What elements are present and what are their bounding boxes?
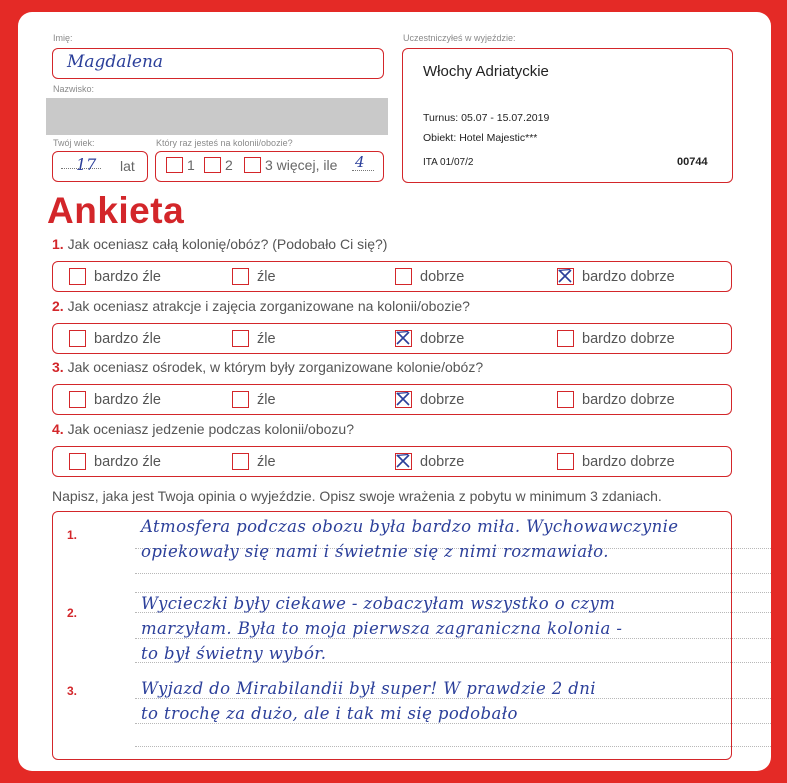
question-number: 2. xyxy=(52,298,64,314)
option-2-1[interactable] xyxy=(69,330,161,347)
option-label: źle xyxy=(257,330,276,347)
surname-label: Nazwisko: xyxy=(53,84,95,94)
question-number: 4. xyxy=(52,421,64,437)
question-text: Jak oceniasz ośrodek, w którym były zorganizowane kolonie/obóz? xyxy=(67,359,484,375)
question-3 xyxy=(52,359,483,375)
option-4-2[interactable] xyxy=(232,453,276,470)
answer-3-line-2: to trochę za dużo, ale i tak mi się podobało xyxy=(141,704,518,723)
name-value: Magdalena xyxy=(67,52,164,72)
answer-row-3 xyxy=(52,384,732,415)
opinion-prompt: Napisz, jaka jest Twoja opinia o wyjeździe. Opisz swoje wrażenia z pobytu w minimum 3 zdaniach. xyxy=(52,488,662,504)
option-label: źle xyxy=(257,391,276,408)
option-2-3[interactable] xyxy=(395,330,464,347)
option-label: dobrze xyxy=(420,268,465,285)
option-1-4[interactable] xyxy=(557,268,675,285)
answer-2-line-3: to był świetny wybór. xyxy=(141,644,327,663)
checkbox-checked[interactable] xyxy=(395,453,412,470)
trip-code: ITA 01/07/2 xyxy=(423,157,474,168)
option-label: bardzo źle xyxy=(94,391,161,408)
check-x-icon xyxy=(396,331,410,345)
trip-label: Uczestniczyłeś w wyjeździe: xyxy=(403,33,516,43)
option-3-1[interactable] xyxy=(69,391,161,408)
question-2 xyxy=(52,298,470,314)
checkbox[interactable] xyxy=(232,453,249,470)
checkbox[interactable] xyxy=(557,391,574,408)
option-label: źle xyxy=(257,268,276,285)
option-4-3[interactable] xyxy=(395,453,464,470)
name-label: Imię: xyxy=(53,33,73,43)
option-3-4[interactable] xyxy=(557,391,675,408)
question-text: Jak oceniasz jedzenie podczas kolonii/obozu? xyxy=(67,421,354,437)
times-option-2[interactable]: 2 xyxy=(204,157,233,173)
times-option-more[interactable]: 3 więcej, ile xyxy=(244,157,337,173)
option-label: dobrze xyxy=(420,453,465,470)
trip-destination: Włochy Adriatyckie xyxy=(423,63,549,80)
option-3-2[interactable] xyxy=(232,391,276,408)
checkbox[interactable] xyxy=(69,268,86,285)
writing-line xyxy=(135,746,771,747)
checkbox[interactable] xyxy=(557,330,574,347)
times-checkbox-1[interactable] xyxy=(166,157,183,173)
option-label: bardzo dobrze xyxy=(582,268,675,285)
option-label: bardzo dobrze xyxy=(582,330,675,347)
option-label: źle xyxy=(257,453,276,470)
option-2-4[interactable] xyxy=(557,330,675,347)
question-4 xyxy=(52,421,354,437)
trip-obiekt: Obiekt: Hotel Majestic*** xyxy=(423,132,538,144)
checkbox[interactable] xyxy=(69,330,86,347)
trip-number: 00744 xyxy=(677,156,708,168)
writing-line xyxy=(135,723,771,724)
option-4-4[interactable] xyxy=(557,453,675,470)
checkbox[interactable] xyxy=(557,453,574,470)
times-option-1[interactable]: 1 xyxy=(166,157,195,173)
option-2-2[interactable] xyxy=(232,330,276,347)
trip-turnus: Turnus: 05.07 - 15.07.2019 xyxy=(423,112,550,124)
trip-info-box xyxy=(402,48,733,183)
checkbox[interactable] xyxy=(395,268,412,285)
answer-row-1 xyxy=(52,261,732,292)
question-number: 1. xyxy=(52,236,64,252)
check-x-icon xyxy=(396,392,410,406)
opinion-box[interactable] xyxy=(52,511,732,760)
writing-line xyxy=(135,573,771,574)
option-label: bardzo źle xyxy=(94,268,161,285)
survey-title: Ankieta xyxy=(47,190,185,231)
question-1 xyxy=(52,236,387,252)
times-checkbox-more[interactable] xyxy=(244,157,261,173)
writing-line xyxy=(135,698,771,699)
surname-redacted-field xyxy=(46,98,388,135)
times-more-value: 4 xyxy=(355,153,365,171)
checkbox[interactable] xyxy=(69,453,86,470)
checkbox[interactable] xyxy=(232,268,249,285)
checkbox-checked[interactable] xyxy=(395,391,412,408)
answer-2-line-2: marzyłam. Była to moja pierwsza zagraniczna kolonia - xyxy=(141,619,623,638)
checkbox-checked[interactable] xyxy=(395,330,412,347)
option-3-3[interactable] xyxy=(395,391,464,408)
check-x-icon xyxy=(396,454,410,468)
answer-3-line-1: Wyjazd do Mirabilandii był super! W prawdzie 2 dni xyxy=(141,679,596,698)
checkbox[interactable] xyxy=(232,330,249,347)
checkbox-checked[interactable] xyxy=(557,268,574,285)
option-label: dobrze xyxy=(420,330,465,347)
name-field[interactable] xyxy=(52,48,384,79)
option-1-1[interactable] xyxy=(69,268,161,285)
option-label: bardzo dobrze xyxy=(582,453,675,470)
check-x-icon xyxy=(558,269,572,283)
times-label: Który raz jesteś na kolonii/obozie? xyxy=(156,138,293,148)
option-1-3[interactable] xyxy=(395,268,464,285)
question-number: 3. xyxy=(52,359,64,375)
writing-line xyxy=(135,592,771,593)
answer-number-3: 3. xyxy=(67,684,78,698)
option-label: dobrze xyxy=(420,391,465,408)
answer-row-2 xyxy=(52,323,732,354)
age-value: 17 xyxy=(76,155,97,174)
times-field xyxy=(155,151,384,182)
answer-row-4 xyxy=(52,446,732,477)
writing-line xyxy=(135,638,771,639)
option-label: bardzo źle xyxy=(94,330,161,347)
option-1-2[interactable] xyxy=(232,268,276,285)
option-label: bardzo źle xyxy=(94,453,161,470)
age-field[interactable] xyxy=(52,151,148,182)
answer-1-line-2: opiekowały się nami i świetnie się z nimi rozmawiało. xyxy=(141,542,609,561)
option-label: bardzo dobrze xyxy=(582,391,675,408)
answer-number-1: 1. xyxy=(67,528,78,542)
age-label: Twój wiek: xyxy=(53,138,95,148)
answer-1-line-1: Atmosfera podczas obozu była bardzo miła. Wychowawczynie xyxy=(141,517,679,536)
option-4-1[interactable] xyxy=(69,453,161,470)
answer-number-2: 2. xyxy=(67,606,78,620)
checkbox[interactable] xyxy=(69,391,86,408)
checkbox[interactable] xyxy=(232,391,249,408)
times-checkbox-2[interactable] xyxy=(204,157,221,173)
age-unit: lat xyxy=(120,158,135,174)
question-text: Jak oceniasz całą kolonię/obóz? (Podobało Ci się?) xyxy=(67,236,388,252)
question-text: Jak oceniasz atrakcje i zajęcia zorganizowane na kolonii/obozie? xyxy=(67,298,470,314)
answer-2-line-1: Wycieczki były ciekawe - zobaczyłam wszystko o czym xyxy=(141,594,616,613)
